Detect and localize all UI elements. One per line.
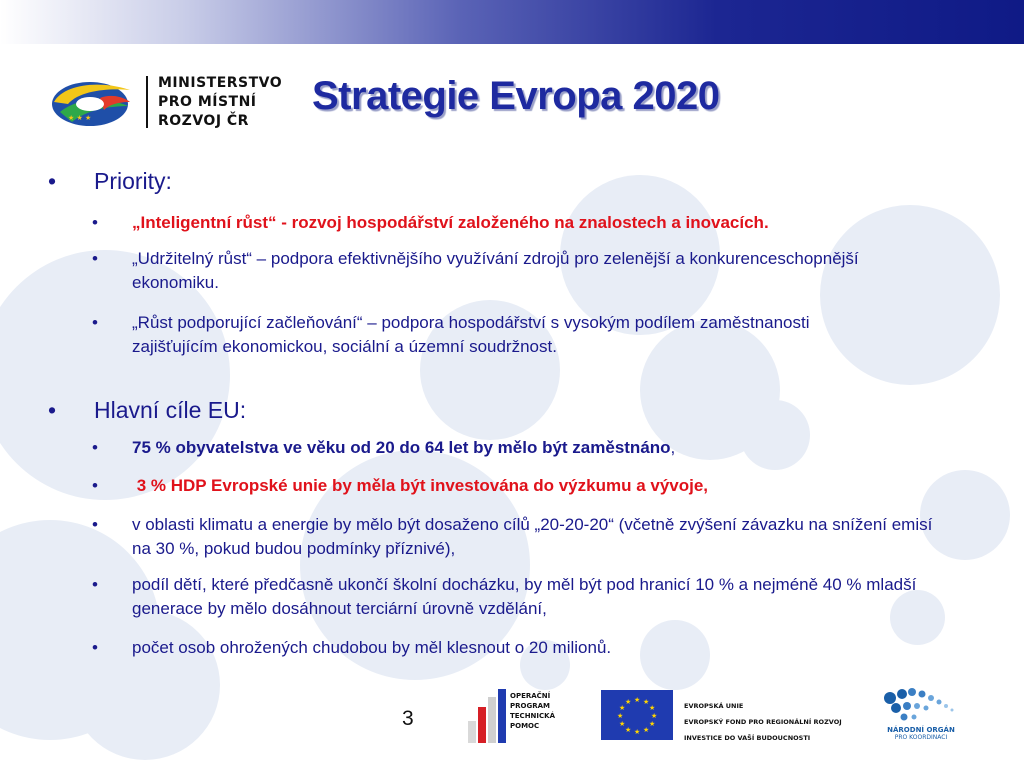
- ministry-name: MINISTERSTVO PRO MÍSTNÍ ROZVOJ ČR: [158, 75, 283, 129]
- svg-text:★: ★: [649, 720, 656, 728]
- no-line: NÁRODNÍ ORGÁN: [887, 726, 955, 734]
- eu-line: INVESTICE DO VAŠÍ BUDOUCNOSTI: [684, 734, 811, 742]
- list-item-text: [132, 436, 982, 460]
- svg-text:★: ★: [625, 726, 632, 734]
- bullet: •: [92, 638, 98, 657]
- op-bar-icon: [478, 707, 486, 743]
- section-heading: Hlavní cíle EU:: [94, 397, 247, 423]
- bullet: •: [92, 313, 98, 332]
- no-logo: [876, 684, 966, 746]
- op-bar-icon: [488, 697, 496, 743]
- logo-divider: [146, 76, 148, 128]
- bullet: •: [48, 168, 57, 194]
- eu-flag-icon: [601, 690, 673, 740]
- comma: ,: [670, 438, 676, 457]
- eu-stars-icon: [601, 690, 673, 740]
- eu-line: EVROPSKÝ FOND PRO REGIONÁLNÍ ROZVOJ: [684, 718, 842, 726]
- ministry-logo: [50, 72, 290, 134]
- bullet: •: [92, 575, 98, 594]
- svg-text:★: ★: [643, 698, 650, 706]
- list-item-text: v oblasti klimatu a energie by mělo být dosaženo cílů „20-20-20“ (včetně zvýšení závazku na snížení emisí na 30 %, pokud budou podmínky příznivé),: [132, 515, 933, 558]
- svg-text:★: ★: [619, 704, 626, 712]
- goal-research: 3 % HDP Evropské unie by měla být investována do výzkumu a vývoje,: [132, 476, 709, 495]
- eu-text: [684, 698, 842, 746]
- section-heading: Priority:: [94, 168, 172, 194]
- top-banner: [0, 0, 1024, 44]
- list-item-text: „Růst podporující začleňování“ – podpora hospodářství s vysokým podílem zaměstnanosti zajišťujícím ekonomickou, sociální a územní soudržnost.: [132, 313, 810, 356]
- svg-text:★: ★: [634, 728, 641, 736]
- no-text: [876, 726, 966, 742]
- svg-text:★ ★ ★: ★ ★ ★: [68, 114, 92, 122]
- svg-text:★: ★: [625, 698, 632, 706]
- list-item-text: „Inteligentní růst“ - rozvoj hospodářství založeného na znalostech a inovacích.: [132, 213, 769, 232]
- goal-employment: 75 % obyvatelstva ve věku od 20 do 64 let by mělo být zaměstnáno: [132, 438, 671, 457]
- bullet: •: [92, 213, 98, 232]
- dots-logo-icon: [876, 684, 966, 726]
- svg-text:★: ★: [649, 704, 656, 712]
- op-bar-icon: [498, 689, 506, 743]
- bullet: •: [92, 249, 98, 268]
- op-text: OPERAČNÍ PROGRAM TECHNICKÁ POMOC: [510, 692, 555, 730]
- list-item-text: počet osob ohrožených chudobou by měl klesnout o 20 milionů.: [132, 638, 612, 657]
- op-logo: [466, 689, 566, 743]
- bullet: •: [92, 438, 98, 457]
- bullet: •: [92, 476, 98, 495]
- eu-line: EVROPSKÁ UNIE: [684, 702, 744, 710]
- page-title: Strategie Evropa 2020: [312, 74, 720, 118]
- list-item-text: podíl dětí, které předčasně ukončí školní docházku, by měl být pod hranicí 10 % a nejméně 40 % mladší generace by mělo dosáhnout terciární úrovně vzdělání,: [132, 575, 917, 618]
- bullet: •: [92, 515, 98, 534]
- svg-text:★: ★: [617, 712, 624, 720]
- svg-text:★: ★: [643, 726, 650, 734]
- no-line: PRO KOORDINACI: [894, 734, 948, 741]
- svg-text:★: ★: [619, 720, 626, 728]
- svg-text:★: ★: [634, 696, 641, 704]
- bullet: •: [48, 397, 57, 423]
- svg-text:★: ★: [651, 712, 658, 720]
- op-bar-icon: [468, 721, 476, 743]
- page-number: 3: [402, 707, 414, 730]
- list-item-text: „Udržitelný růst“ – podpora efektivnějšího využívání zdrojů pro zelenější a konkurenceschopnější ekonomiku.: [132, 249, 859, 292]
- mmr-swirl-logo-icon: [50, 76, 134, 130]
